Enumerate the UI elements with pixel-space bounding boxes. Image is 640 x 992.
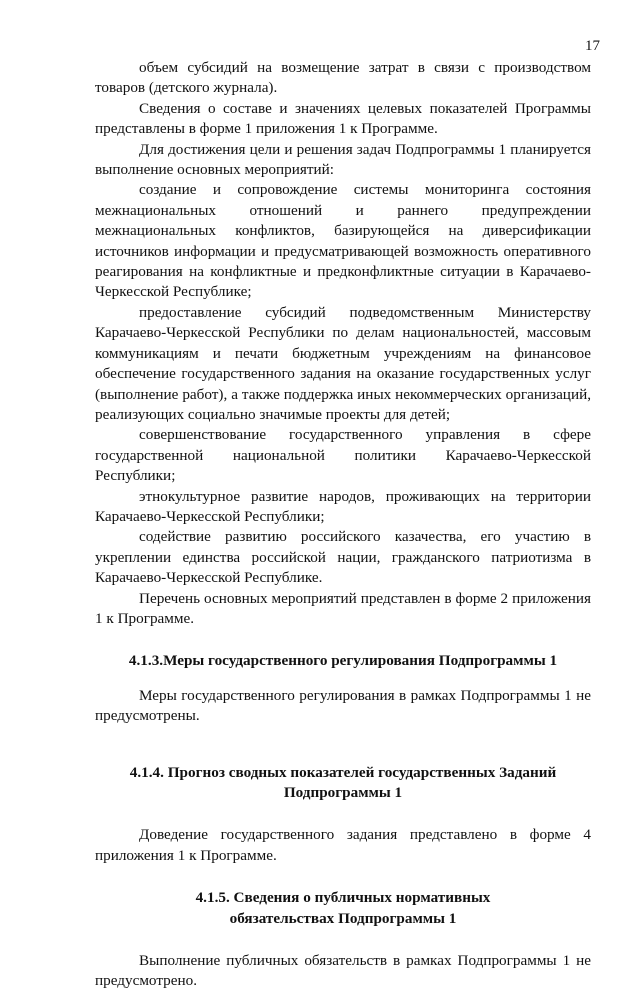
heading-section-4-1-4-line1: 4.1.4. Прогноз сводных показателей государственных Заданий: [129, 763, 557, 781]
paragraph-section-4-1-5: Выполнение публичных обязательств в рамках Подпрограммы 1 не предусмотрено.: [95, 952, 591, 990]
paragraph-subsidy-volume: объем субсидий на возмещение затрат в связи с производством товаров (детского журнала).: [95, 59, 591, 97]
page-content: [95, 58, 591, 992]
heading-section-4-1-5-line1: 4.1.5. Сведения о публичных нормативных: [195, 889, 491, 907]
paragraph-activities-list: Перечень основных мероприятий представлен в форме 2 приложения 1 к Программе.: [95, 589, 591, 627]
paragraph-section-4-1-4: Доведение государственного задания представлено в форме 4 приложения 1 к Программе.: [95, 826, 591, 864]
paragraph-target-indicators: Сведения о составе и значениях целевых показателей Программы представлены в форме 1 приложения 1 к Программе.: [95, 99, 591, 138]
heading-section-4-1-5-line2: обязательствах Подпрограммы 1: [229, 909, 457, 927]
paragraph-activity-monitoring: создание и сопровождение системы мониторинга состояния межнациональных отношений и раннего предупреждении межнациональных конфликтов, базирующейся на диверсификации источников информации и предусматривающей возможность оперативного реагирования на конфликтные и предконфликтные ситуации в Карачаево-Черкесской Республике;: [95, 181, 591, 301]
paragraph-activity-subsidies: предоставление субсидий подведомственным Министерству Карачаево-Черкесской Республики по делам национальностей, массовым коммуникациям и печати бюджетным учреждениям на финансовое обеспечение государственного задания на оказание государственных услуг (выполнение работ), а также поддержка иных некоммерческих организаций, реализующих социально значимые проекты для детей;: [95, 303, 591, 423]
paragraph-activity-cossacks: содействие развитию российского казачества, его участию в укреплении единства российской нации, гражданского патриотизма в Карачаево-Черкесской Республике.: [95, 528, 591, 587]
heading-section-4-1-4-line2: Подпрограммы 1: [283, 784, 403, 801]
paragraph-activity-governance: совершенствование государственного управления в сфере государственной национальной политики Карачаево-Черкесской Республики;: [95, 426, 591, 485]
paragraph-section-4-1-3: Меры государственного регулирования в рамках Подпрограммы 1 не предусмотрены.: [95, 686, 591, 725]
page-number: 17: [585, 38, 600, 54]
paragraph-activity-ethnocultural: этнокультурное развитие народов, проживающих на территории Карачаево-Черкесской Республики;: [95, 487, 591, 525]
paragraph-main-activities-intro: Для достижения цели и решения задач Подпрограммы 1 планируется выполнение основных мероприятий:: [95, 140, 591, 179]
heading-section-4-1-3: 4.1.3.Меры государственного регулирования Подпрограммы 1: [128, 652, 558, 670]
